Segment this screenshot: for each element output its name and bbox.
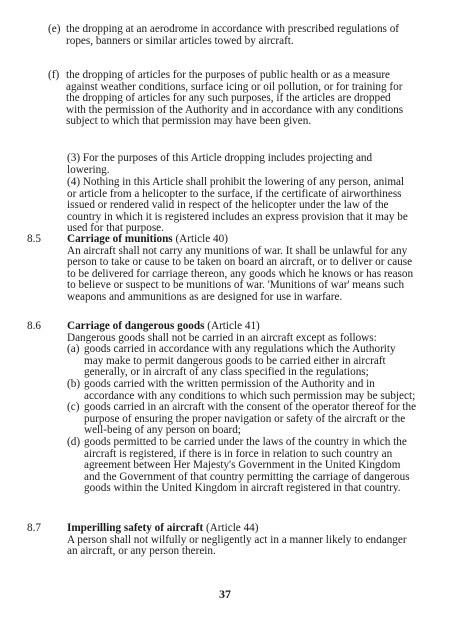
section-8-7 xyxy=(27,523,417,558)
section-body: An aircraft shall not carry any munitions of war. It shall be unlawful for any person to take or cause to be taken on board an aircraft, or to deliver or cause to be delivered for carriage thereon, any goods which he knows or has reason to believe or suspect to be munitions of war. 'Munitions of war' means such weapons and ammunitions as are designed for use in warfare. xyxy=(67,244,414,303)
subitem-a xyxy=(67,344,417,379)
article-ref: (Article 44) xyxy=(205,522,259,534)
paragraph-4: (4) Nothing in this Article shall prohibit the lowering of any person, animal or article from a helicopter to the surface, if the certificate of airworthiness issued or rendered valid in respect of the helicopter under the law of the country in which it is registered includes an express provision that it may be used for that purpose. xyxy=(67,176,408,235)
section-heading xyxy=(67,234,417,246)
page-number: 37 xyxy=(219,587,231,601)
list-item-f xyxy=(48,70,413,128)
section-number: 8.5 xyxy=(27,233,41,245)
subitem-label: (d) xyxy=(67,435,81,448)
section-heading xyxy=(67,523,417,535)
section-title: Carriage of dangerous goods xyxy=(67,320,205,332)
subitem-label: (a) xyxy=(67,343,80,356)
section-8-5 xyxy=(27,234,417,304)
section-heading xyxy=(67,321,417,333)
section-8-6 xyxy=(27,321,417,495)
subitem-label: (c) xyxy=(67,401,80,414)
subitem-c xyxy=(67,402,417,437)
list-item-e xyxy=(48,24,413,47)
section-body: Dangerous goods shall not be carried in an aircraft except as follows: xyxy=(67,331,377,344)
subitem-label: (b) xyxy=(67,377,81,390)
article-ref: (Article 40) xyxy=(175,233,228,245)
item-text: the dropping at an aerodrome in accordance with prescribed regulations of ropes, banners or similar articles towed by aircraft. xyxy=(66,23,400,47)
subitem-text: goods carried with the written permission of the Authority and in accordance with any conditions to which such permission may be subject; xyxy=(84,377,416,402)
section-number: 8.7 xyxy=(27,522,41,534)
section-title: Carriage of munitions xyxy=(67,233,173,245)
item-text: the dropping of articles for the purposes of public health or as a measure against weather conditions, surface icing or oil pollution, or for training for the dropping of articles for any such purposes, if the articles are dropped with the permission of the Authority and in accordance with any conditions subject to which that permission may have been given. xyxy=(66,69,404,128)
subitem-text: goods carried in accordance with any regulations which the Authority may make to permit dangerous goods to be carried either in aircraft generally, or in aircraft of any class specified in the regulations; xyxy=(84,343,396,379)
paragraph-3: (3) For the purposes of this Article dropping includes projecting and lowering. xyxy=(67,152,373,176)
section-body: A person shall not wilfully or negligently act in a manner likely to endanger an aircraft, or any person therein. xyxy=(67,533,407,558)
article-ref: (Article 41) xyxy=(207,320,260,332)
item-label: (f) xyxy=(48,69,60,81)
item-label: (e) xyxy=(48,23,61,35)
section-title: Imperilling safety of aircraft xyxy=(67,522,204,534)
subitem-b xyxy=(67,379,417,402)
subitem-text: goods carried in an aircraft with the consent of the operator thereof for the purpose of ensuring the proper navigation or safety of the aircraft or the well-being of any person on board; xyxy=(84,401,417,437)
section-number: 8.6 xyxy=(27,320,41,332)
subitem-d xyxy=(67,437,417,495)
subitem-text: goods permitted to be carried under the laws of the country in which the aircraft is registered, if there is in force in relation to such country an agreement between Her Majesty's Government in the United Kingdom and the Government of that country permitting the carriage of dangerous goods within the United Kingdom in aircraft registered in that country. xyxy=(84,435,410,495)
